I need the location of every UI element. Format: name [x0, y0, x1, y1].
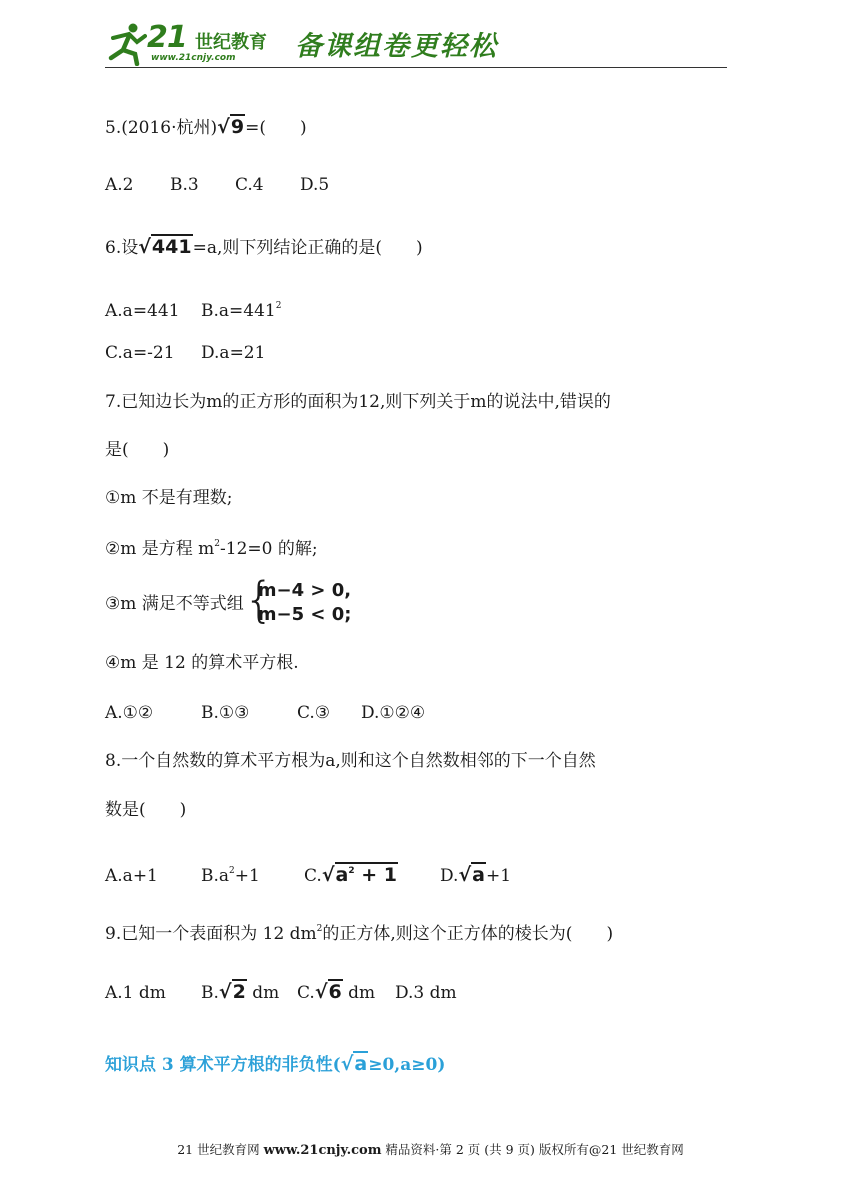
footer-site-link[interactable]: www.21cnjy.com: [263, 1143, 382, 1158]
q5-option-d: D.5: [300, 175, 330, 195]
runner-logo-icon: [107, 22, 147, 66]
q6-option-b: $B.a=441^2$: [201, 301, 282, 321]
q7-statement-2: ②m 是方程 $m^2-12=0$ 的解;: [105, 539, 318, 559]
q6-option-c: C.a=-21: [105, 343, 175, 363]
page-header: [105, 18, 727, 70]
q9-option-d: D.3 dm: [395, 983, 457, 1003]
question-7-stem-line1: 7.已知边长为m的正方形的面积为12,则下列关于m的说法中,错误的: [105, 392, 611, 412]
q7-statement-4: ④m 是 12 的算术平方根.: [105, 653, 299, 673]
logo-text: 世纪教育: [195, 32, 267, 53]
inequality-system: { m−4 > 0, m−5 < 0;: [243, 572, 352, 628]
q7-statement-3: ③m 满足不等式组 { m−4 > 0, m−5 < 0;: [105, 580, 354, 628]
page-footer: 21 世纪教育网 www.21cnjy.com 精品资料·第 2 页 (共 9 页) 版权所有@21 世纪教育网: [177, 1142, 684, 1158]
question-7-stem-line2: 是( ): [105, 440, 170, 460]
question-8-options: [105, 859, 511, 888]
q7-option-a: A.①②: [105, 703, 154, 723]
q8-option-c: $C.√a^2 + 1$: [304, 864, 397, 886]
q7-option-d: D.①②④: [361, 703, 426, 723]
question-7-options: [105, 701, 425, 725]
sqrt-441: √441: [138, 236, 192, 258]
question-9-options: [105, 980, 457, 1005]
q6-option-a: A.a=441: [105, 301, 180, 321]
q5-option-a: A.2: [105, 175, 134, 195]
question-5-options: [105, 173, 329, 197]
q7-option-c: C.③: [297, 703, 331, 723]
question-6-options-row2: [105, 341, 265, 365]
header-slogan: 备课组卷更轻松: [295, 31, 498, 62]
question-5-stem: 5.(2016·杭州)√9=( ): [105, 116, 307, 138]
logo-url: www.21cnjy.com: [151, 53, 236, 63]
question-6-stem: 6.设√441=a,则下列结论正确的是( ): [105, 236, 423, 258]
q8-option-a: A.a+1: [105, 866, 158, 886]
q7-statement-1: ①m 不是有理数;: [105, 488, 233, 508]
q9-option-b: B.√2 dm: [201, 981, 280, 1003]
q9-option-c: C.√6 dm: [297, 981, 376, 1003]
question-9-stem: 9.已知一个表面积为 12 $dm^2$的正方体,则这个正方体的棱长为( ): [105, 924, 614, 944]
q8-option-d: D.√a+1: [440, 864, 512, 886]
question-8-stem-line2: 数是( ): [105, 800, 187, 820]
q5-option-b: B.3: [170, 175, 199, 195]
q5-option-c: C.4: [235, 175, 264, 195]
q7-option-b: B.①③: [201, 703, 250, 723]
inequality-2: m−5 < 0;: [257, 604, 352, 625]
q9-option-a: A.1 dm: [105, 983, 166, 1003]
question-8-stem-line1: 8.一个自然数的算术平方根为a,则和这个自然数相邻的下一个自然: [105, 751, 596, 771]
q8-option-b: $B.a^2+1$: [201, 866, 260, 886]
question-6-options-row1: [105, 294, 281, 323]
header-divider: [105, 67, 727, 68]
q6-option-d: D.a=21: [201, 343, 266, 363]
sqrt-9: √9: [217, 116, 245, 138]
logo-number: 21: [147, 20, 187, 55]
inequality-1: m−4 > 0,: [257, 580, 352, 601]
knowledge-point-heading: 知识点 3 算术平方根的非负性(√a≥0,a≥0): [105, 1053, 446, 1075]
